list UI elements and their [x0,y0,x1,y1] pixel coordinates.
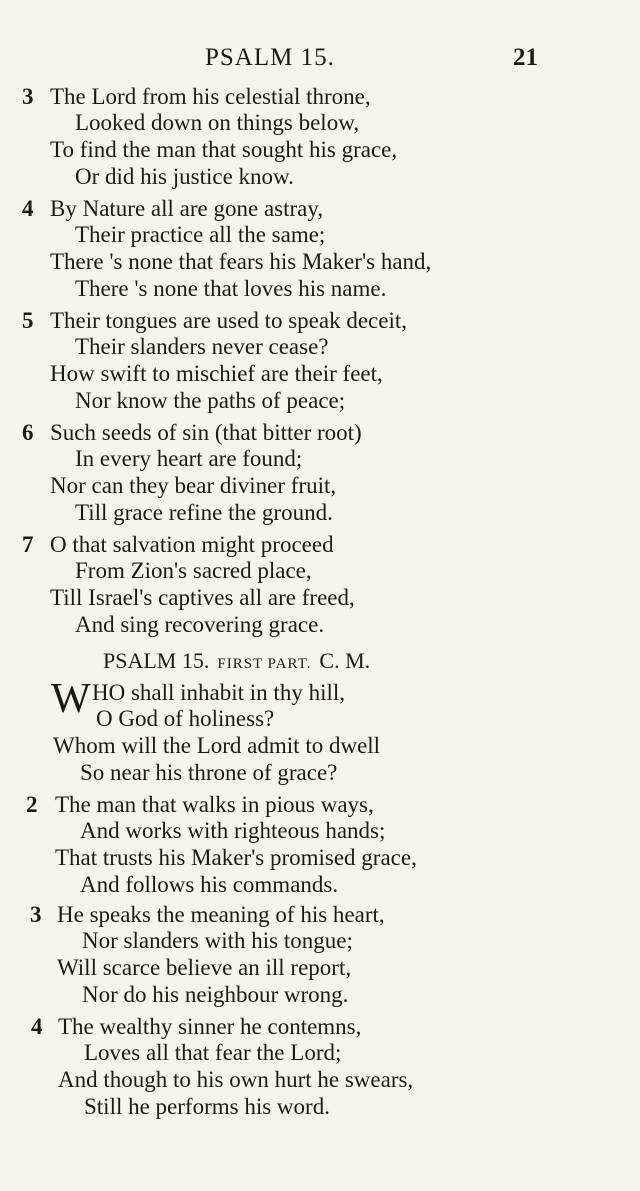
stanza-number: 3 [30,902,42,927]
section-heading [103,648,370,674]
verse-line: Whom will the Lord admit to dwell [53,733,381,758]
stanza-number: 3 [22,84,34,109]
stanza-number: 7 [22,532,34,557]
verse-line: Their tongues are used to speak deceit, [50,308,408,333]
section-meter: C. M. [319,648,371,673]
verse-line: Such seeds of sin (that bitter root) [50,420,362,445]
verse-line: So near his throne of grace? [80,760,338,785]
verse-line: How swift to mischief are their feet, [50,361,383,386]
verse-line: There 's none that loves his name. [75,276,387,301]
verse-line: O God of holiness? [96,706,275,731]
verse-line: Nor do his neighbour wrong. [82,982,349,1007]
verse-line: Nor know the paths of peace; [75,388,346,413]
verse-line: Will scarce believe an ill report, [57,955,352,980]
verse-line: He speaks the meaning of his heart, [57,902,385,927]
verse-line: The man that walks in pious ways, [55,792,374,817]
verse-line: Till grace refine the ground. [75,500,333,525]
verse-line: That trusts his Maker's promised grace, [55,845,417,870]
verse-line: Their slanders never cease? [75,334,329,359]
verse-line: The wealthy sinner he contemns, [58,1014,362,1039]
running-head [0,44,640,76]
verse-line: To find the man that sought his grace, [50,137,398,162]
drop-cap: W [51,676,91,722]
stanza-number: 4 [22,196,34,221]
verse-line: And though to his own hurt he swears, [58,1067,414,1092]
stanza-number: 4 [31,1014,43,1039]
verse-line: O that salvation might proceed [50,532,334,557]
page-number: 21 [513,44,538,71]
verse-line: From Zion's sacred place, [75,558,312,583]
section-psalm: PSALM 15. [103,648,210,673]
verse-line: Or did his justice know. [75,164,294,189]
verse-line: Nor can they bear diviner fruit, [50,473,337,498]
stanza-number: 6 [22,420,34,445]
verse-line: By Nature all are gone astray, [50,196,324,221]
verse-line: Nor slanders with his tongue; [82,928,353,953]
verse-line: Still he performs his word. [84,1094,330,1119]
verse-line: And works with righteous hands; [80,818,386,843]
verse-line: Their practice all the same; [75,222,326,247]
section-part: FIRST PART. [217,656,312,672]
verse-line: And follows his commands. [80,872,339,897]
verse-line: Loves all that fear the Lord; [84,1040,342,1065]
verse-line: HO shall inhabit in thy hill, [92,680,345,705]
verse-line: The Lord from his celestial throne, [50,84,371,109]
verse-line: Looked down on things below, [75,110,360,135]
verse-line: Till Israel's captives all are freed, [50,585,355,610]
stanza-number: 5 [22,308,34,333]
verse-line: In every heart are found; [75,446,303,471]
stanza-number: 2 [26,792,38,817]
running-title: PSALM 15. [205,44,335,71]
verse-line: And sing recovering grace. [75,612,325,637]
verse-line: There 's none that fears his Maker's hand, [50,249,432,274]
